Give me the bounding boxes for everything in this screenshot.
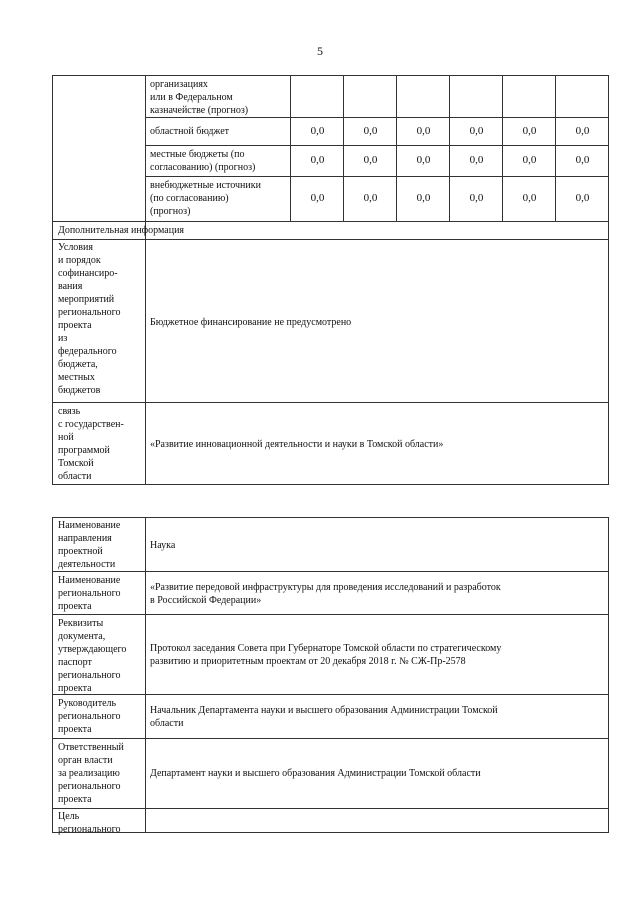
- page-number: 5: [317, 44, 323, 58]
- value-cell: 0,0: [310, 192, 325, 204]
- row-value: Протокол заседания Совета при Губернаторе Томской области по стратегическому развитию и приоритетным проектам от 20 декабря 2018 г. № СЖ-Пр-2578: [150, 643, 502, 667]
- row-label: Руководитель регионального проекта: [58, 698, 121, 735]
- project-passport-table: [52, 517, 609, 833]
- value-cell: 0,0: [363, 154, 378, 166]
- value-cell: 0,0: [522, 125, 537, 137]
- value-cell: 0,0: [575, 125, 590, 137]
- value-cell: 0,0: [310, 154, 325, 166]
- value-cell: 0,0: [469, 125, 484, 137]
- value-cell: 0,0: [575, 192, 590, 204]
- value-cell: 0,0: [469, 154, 484, 166]
- funding-source-label: внебюджетные источники (по согласованию) (прогноз): [150, 180, 261, 217]
- row-value: Начальник Департамента науки и высшего образования Администрации Томской области: [150, 705, 498, 729]
- value-cell: 0,0: [363, 125, 378, 137]
- row-label: Цель регионального: [58, 811, 121, 835]
- row-label: Ответственный орган власти за реализацию регионального проекта: [58, 742, 124, 805]
- additional-info-heading: Дополнительная информация: [58, 225, 185, 236]
- row-label: Наименование регионального проекта: [58, 575, 121, 612]
- funding-source-label: организациях или в Федеральном казначействе (прогноз): [150, 79, 249, 116]
- row-label: Реквизиты документа, утверждающего паспорт регионального проекта: [58, 618, 127, 694]
- value-cell: 0,0: [310, 125, 325, 137]
- budget-table: [52, 75, 609, 485]
- value-cell: 0,0: [363, 192, 378, 204]
- row-value: «Развитие передовой инфраструктуры для проведения исследований и разработок в Российской Федерации»: [150, 582, 501, 606]
- value-cell: 0,0: [469, 192, 484, 204]
- value-cell: 0,0: [575, 154, 590, 166]
- value-cell: 0,0: [416, 192, 431, 204]
- cofinancing-label: Условия и порядок софинансиро- вания мероприятий регионального проекта из федерального бюджета, местных бюджетов: [58, 242, 121, 396]
- value-cell: 0,0: [416, 125, 431, 137]
- cofinancing-value: Бюджетное финансирование не предусмотрено: [150, 317, 352, 328]
- value-cell: 0,0: [522, 192, 537, 204]
- row-value: Департамент науки и высшего образования Администрации Томской области: [150, 768, 481, 779]
- row-label: Наименование направления проектной деятельности: [58, 520, 121, 570]
- value-cell: 0,0: [522, 154, 537, 166]
- row-value: Наука: [150, 540, 176, 551]
- value-cell: 0,0: [416, 154, 431, 166]
- funding-source-label: местные бюджеты (по согласованию) (прогноз): [150, 149, 256, 173]
- program-link-label: связь с государствен- ной программой Томской области: [58, 406, 124, 482]
- funding-source-label: областной бюджет: [150, 126, 230, 137]
- program-link-value: «Развитие инновационной деятельности и науки в Томской области»: [150, 439, 444, 450]
